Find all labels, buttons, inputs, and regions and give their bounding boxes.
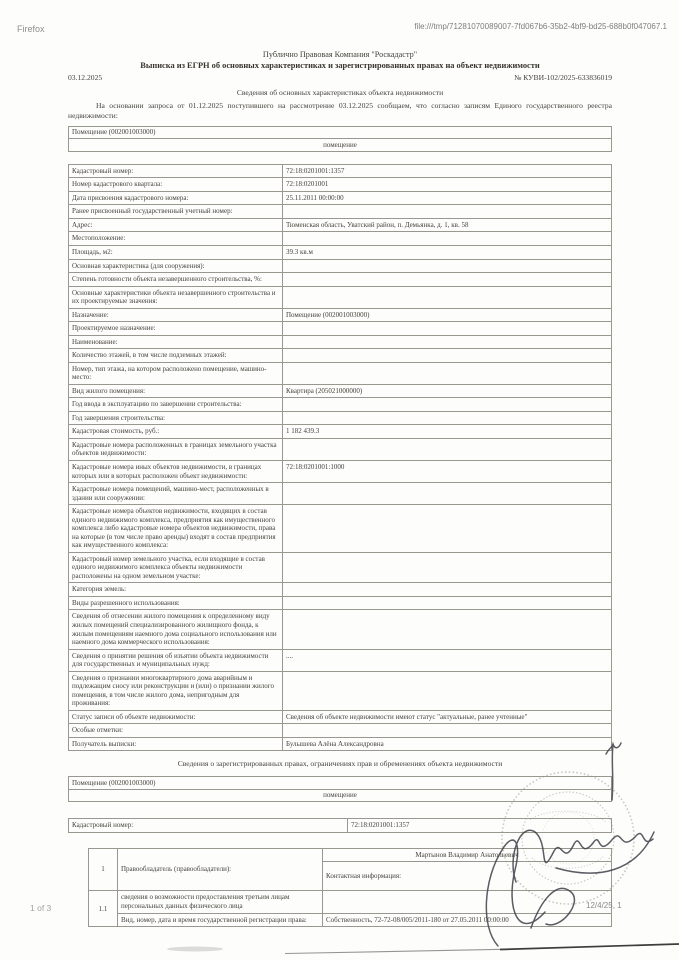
cell-label: Статус записи об объекте недвижимости: [69, 710, 283, 724]
registration-kind-value: Собственность, 72-72-08/005/2011-180 от 27.05.2011 00:00:00 [323, 913, 612, 927]
cell-value [283, 362, 612, 384]
cell-label: Количество этажей, в том числе подземных этажей: [69, 349, 283, 363]
table-row [69, 461, 612, 483]
cell-label: Кадастровый номер земельного участка, если входящие в состав единого недвижимого комплекса объекты недвижимости расположены на одном земельном участке: [69, 552, 283, 583]
document-title: Выписка из ЕГРН об основных характеристиках и зарегистрированных правах на объект недвижимости [140, 61, 540, 70]
cell-value: Булышева Алёна Александровна [283, 737, 612, 751]
table-row [69, 335, 612, 349]
print-header-app-title: Firefox [17, 24, 45, 34]
row-number: 1 [89, 848, 118, 891]
table-row [69, 245, 612, 259]
cell-label: Местоположение: [69, 232, 283, 246]
table-row [69, 649, 612, 671]
table-row [69, 610, 612, 649]
cell-label: Кадастровые номера расположенных в границах земельного участка объектов недвижимости: [69, 438, 283, 460]
object-type-cell: Помещение (002001003000) [69, 777, 612, 790]
table-row [69, 411, 612, 425]
cell-label: Год ввода в эксплуатацию по завершении строительства: [69, 398, 283, 412]
cell-value [283, 724, 612, 738]
cadastral-number-label: Кадастровый номер: [69, 819, 348, 833]
table-row [69, 218, 612, 232]
document-meta-row [68, 73, 612, 82]
table-row [69, 273, 612, 287]
rights-holder-value: Мартынов Владимир Анатольевич [323, 848, 612, 862]
object-type-box [68, 126, 612, 152]
cell-value [283, 438, 612, 460]
cell-label: Виды разрешенного использования: [69, 596, 283, 610]
table-row [69, 438, 612, 460]
cell-value [283, 483, 612, 505]
document-date: 03.12.2025 [68, 73, 103, 82]
table-row [69, 737, 612, 751]
print-footer-datetime: 12/4/25, 1 [586, 901, 622, 910]
cell-value [283, 286, 612, 308]
cell-label: Степень готовности объекта незавершенного строительства, %: [69, 273, 283, 287]
cell-label: Площадь, м2: [69, 245, 283, 259]
cell-value [283, 596, 612, 610]
cell-label: Основные характеристики объекта незавершенного строительства и их проектируемые значения: [69, 286, 283, 308]
rights-table [88, 848, 612, 927]
contact-info-label: Контактная информация: [323, 862, 612, 891]
table-row [69, 362, 612, 384]
print-footer-page-count: 1 of 3 [30, 903, 52, 913]
object-type-cell: Помещение (002001003000) [69, 126, 612, 139]
cell-value: 72:18:0201001:1000 [283, 461, 612, 483]
cell-label: Дата присвоения кадастрового номера: [69, 191, 283, 205]
cell-value [283, 322, 612, 336]
cell-value: Тюменская область, Уватский район, п. Демьянка, д. 1, кв. 58 [283, 218, 612, 232]
table-row [69, 178, 612, 192]
table-row [69, 505, 612, 553]
object-type-box-2 [68, 776, 612, 802]
table-row [69, 398, 612, 412]
cell-value [283, 335, 612, 349]
table-row [69, 205, 612, 219]
table-row [69, 671, 612, 710]
table-row [69, 139, 612, 152]
table-row [89, 891, 612, 913]
cell-value: 72:18:0201001 [283, 178, 612, 192]
table-row [69, 259, 612, 273]
cell-value [283, 552, 612, 583]
rights-holder-label: Правообладатель (правообладатели): [118, 848, 323, 891]
cell-value [283, 259, 612, 273]
cadastral-number-value: 72:18:0201001:1357 [348, 819, 612, 833]
company-name: Публично Правовая Компания "Роскадастр" [262, 50, 418, 59]
cell-label: Кадастровые номера помещений, машино-мест, расположенных в здании или сооружении: [69, 483, 283, 505]
cell-label: Адрес: [69, 218, 283, 232]
cell-value [283, 583, 612, 597]
cell-value [283, 505, 612, 553]
cell-label: Наименование: [69, 335, 283, 349]
cell-value: 1 182 439.3 [283, 425, 612, 439]
cell-label: Категория земель: [69, 583, 283, 597]
table-row [69, 232, 612, 246]
main-characteristics-table [68, 164, 612, 752]
table-row [69, 710, 612, 724]
table-row [89, 848, 612, 862]
intro-paragraph: На основании запроса от 01.12.2025 поступившего на рассмотрение 03.12.2025 сообщаем, что согласно записям Единого государственного реестра недвижимости: [68, 101, 612, 120]
cell-label: Ранее присвоенный государственный учетный номер: [69, 205, 283, 219]
cell-value [283, 273, 612, 287]
cell-label: Кадастровая стоимость, руб.: [69, 425, 283, 439]
cadastral-number-table [68, 818, 612, 833]
cell-value [283, 411, 612, 425]
table-row [69, 552, 612, 583]
table-row [69, 483, 612, 505]
cell-value [283, 671, 612, 710]
table-row [69, 724, 612, 738]
table-row [69, 126, 612, 139]
cell-value: Квартира (205021000000) [283, 384, 612, 398]
table-row [69, 286, 612, 308]
document-number: № КУВИ-102/2025-633836019 [514, 73, 612, 82]
cell-value [283, 610, 612, 649]
cell-value: 25.11.2011 00:00:00 [283, 191, 612, 205]
scan-edge-line [167, 944, 679, 954]
section2-title: Сведения о зарегистрированных правах, ограничениях прав и обременениях объекта недвижимости [177, 759, 503, 769]
table-row [69, 191, 612, 205]
cell-value: Сведения об объекте недвижимости имеют статус "актуальные, ранее учтенные" [283, 710, 612, 724]
table-row [69, 164, 612, 178]
cell-label: Год завершения строительства: [69, 411, 283, 425]
cell-label: Вид жилого помещения: [69, 384, 283, 398]
table-row [69, 322, 612, 336]
cell-value: 39.3 кв.м [283, 245, 612, 259]
cell-value [283, 349, 612, 363]
table-row [69, 425, 612, 439]
document-content [68, 50, 612, 927]
cell-label: Кадастровые номера иных объектов недвижимости, в границах которых или в которых расположен объект недвижимости: [69, 461, 283, 483]
cell-value [283, 398, 612, 412]
table-row [69, 789, 612, 802]
table-row [69, 384, 612, 398]
row-number: 1.1 [89, 891, 118, 927]
table-row [69, 308, 612, 322]
cell-value [283, 205, 612, 219]
personal-data-consent-value [323, 891, 612, 913]
print-header-url: file:///tmp/71281070089007-7fd067b6-35b2-4bf9-bd25-688b0f047067.1 [414, 22, 667, 31]
cell-value: 72:18:0201001:1357 [283, 164, 612, 178]
object-kind-cell: помещение [69, 789, 612, 802]
cell-value: Помещение (002001003000) [283, 308, 612, 322]
cell-label: Проектируемое назначение: [69, 322, 283, 336]
table-row [69, 596, 612, 610]
cell-label: Кадастровый номер: [69, 164, 283, 178]
cell-label: Назначение: [69, 308, 283, 322]
cell-label: Номер кадастрового квартала: [69, 178, 283, 192]
table-row [69, 819, 612, 833]
cell-label: Основная характеристика (для сооружения): [69, 259, 283, 273]
registration-kind-label: Вид, номер, дата и время государственной регистрации права: [118, 913, 323, 927]
cell-value: .... [283, 649, 612, 671]
cell-label: Особые отметки: [69, 724, 283, 738]
personal-data-consent-label: сведения о возможности предоставления третьим лицам персональных данных физического лица [118, 891, 323, 913]
cell-label: Кадастровые номера объектов недвижимости, входящих в состав единого недвижимого комплекса, предприятия как имущественного комплекса либо кадастровые номера объектов недвижимости, права на которые (в том числе право аренды) входят в состав предприятия как имущественного комплекса: [69, 505, 283, 553]
table-row [69, 583, 612, 597]
cell-label: Получатель выписки: [69, 737, 283, 751]
cell-label: Сведения о принятии решения об изъятии объекта недвижимости для государственных и муниципальных нужд: [69, 649, 283, 671]
cell-label: Номер, тип этажа, на котором расположено помещение, машино-место: [69, 362, 283, 384]
cell-value [283, 232, 612, 246]
table-row [69, 349, 612, 363]
section1-title: Сведения об основных характеристиках объекта недвижимости [236, 88, 444, 97]
cell-label: Сведения об отнесении жилого помещения к определенному виду жилых помещений специализированного жилищного фонда, к жилым помещениям наемного дома социального использования или наемного дома коммерческого использования: [69, 610, 283, 649]
cell-label: Сведения о признании многоквартирного дома аварийным и подлежащим сносу или реконструкции и (или) о признании жилого помещения, в том числе жилого дома, непригодным для проживания: [69, 671, 283, 710]
object-kind-cell: помещение [69, 139, 612, 152]
table-row [69, 777, 612, 790]
table-row [89, 913, 612, 927]
